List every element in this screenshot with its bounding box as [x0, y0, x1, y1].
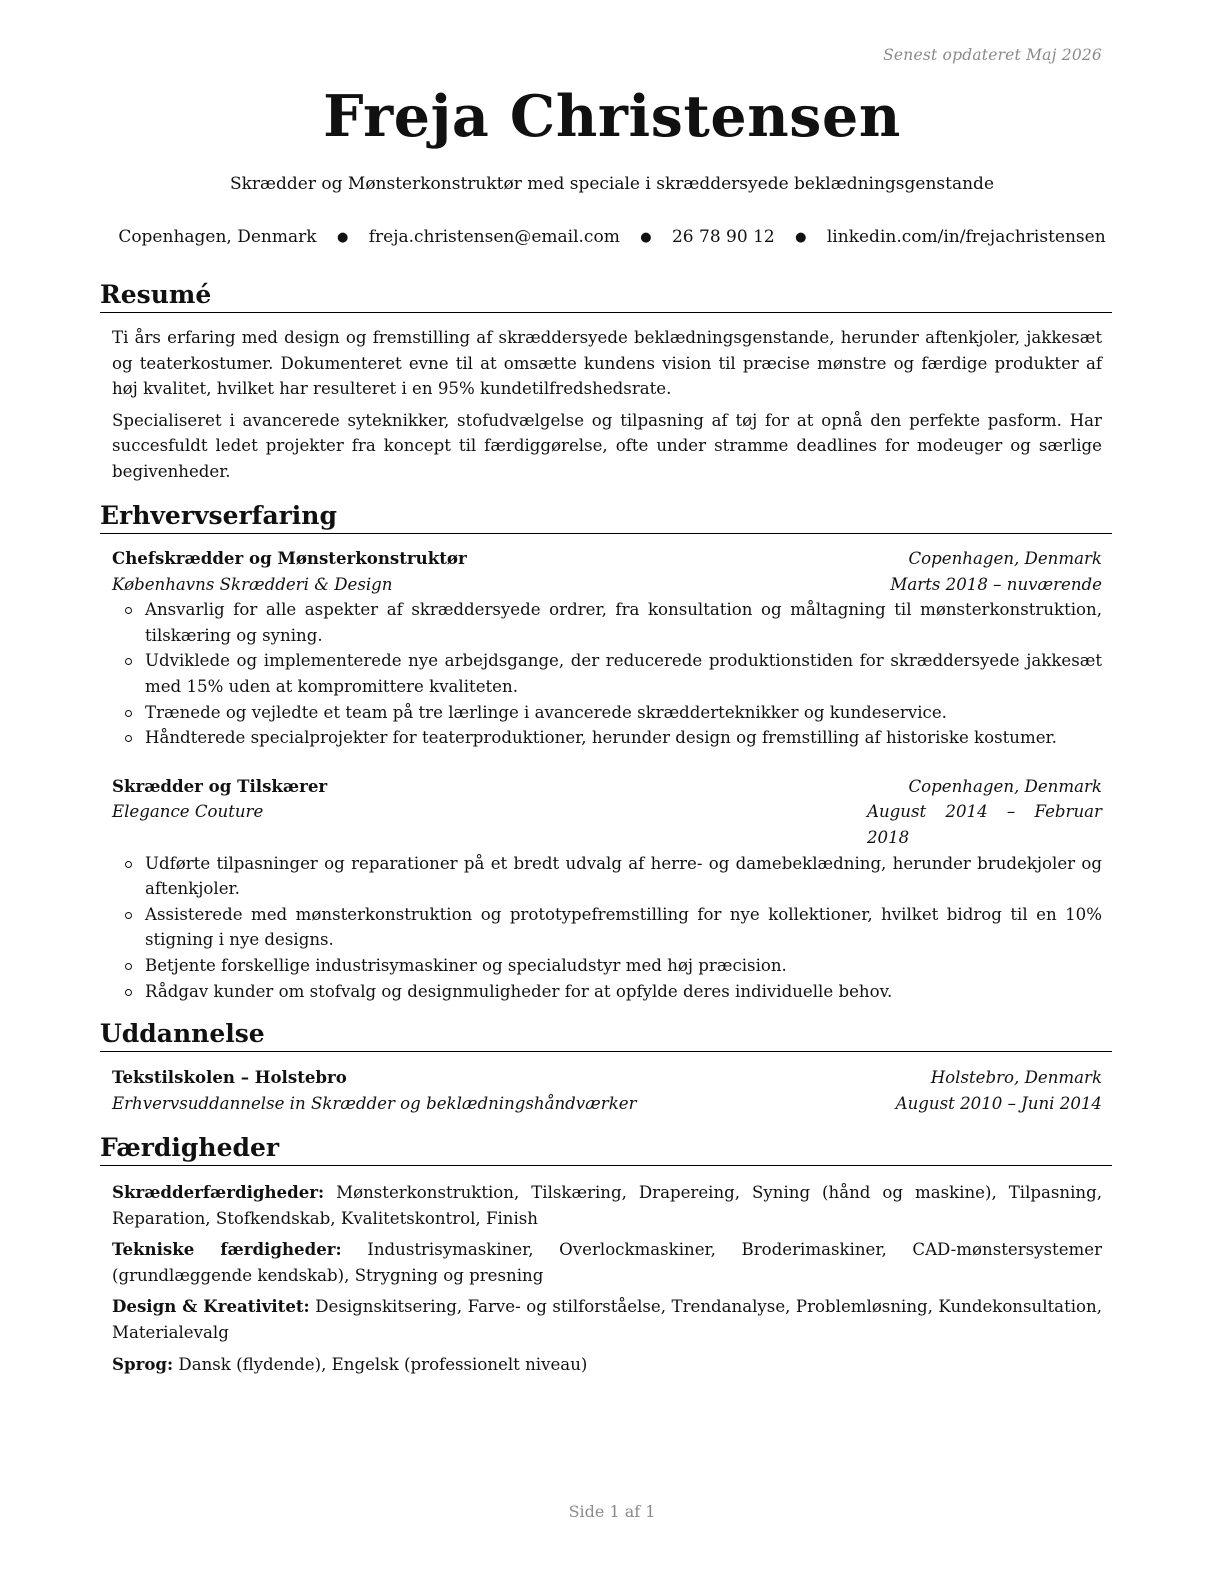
job-company: Københavns Skrædderi & Design	[112, 574, 393, 594]
job-title: Skrædder og Tilskærer	[112, 775, 328, 796]
page-number: Side 1 af 1	[568, 1502, 656, 1521]
skill-text: Industrisymaskiner, Overlockmaskiner, Broderimaskiner, CAD-mønstersystemer (grundlæggende kendskab), Strygning og presning	[112, 1240, 1103, 1285]
skill-text: Mønsterkonstruktion, Tilskæring, Drapereing, Syning (hånd og maskine), Tilpasning, Reparation, Stofkendskab, Kvalitetskontrol, Finish	[112, 1183, 1103, 1228]
contact-location: Copenhagen, Denmark	[118, 227, 317, 247]
job-dates: Marts 2018 – nuværende	[890, 574, 1102, 594]
experience-section	[100, 499, 1112, 1004]
skill-group	[112, 1352, 1102, 1378]
job-title: Chefskrædder og Mønsterkonstruktør	[112, 548, 467, 568]
skill-label: Skrædderfærdigheder:	[112, 1182, 325, 1202]
section-heading: Erhvervserfaring	[100, 499, 1112, 534]
contact-linkedin[interactable]: linkedin.com/in/frejachristensen	[826, 227, 1106, 247]
skill-label: Tekniske færdigheder:	[112, 1239, 342, 1260]
list-item: Ansvarlig for alle aspekter af skræddersyede ordrer, fra konsultation og måltagning til mønsterkonstruktion, tilskæring og syning.	[112, 597, 1102, 648]
degree: Erhvervsuddannelse in Skrædder og beklædningshåndværker	[112, 1093, 637, 1113]
summary-section	[100, 278, 1112, 491]
list-item: Udførte tilpasninger og reparationer på et bredt udvalg af herre- og damebeklædning, herunder brudekjoler og aftenkjoler.	[112, 851, 1102, 902]
bullet-separator: ●	[795, 230, 807, 245]
job-location: Copenhagen, Denmark	[908, 776, 1102, 796]
job-bullets	[112, 597, 1102, 751]
tagline: Skrædder og Mønsterkonstruktør med speciale i skræddersyede beklædningsgenstande	[229, 174, 995, 194]
contact-email[interactable]: freja.christensen@email.com	[368, 227, 620, 247]
bullet-separator: ●	[336, 230, 349, 245]
job-dates: August 2014 – Februar 2018	[867, 802, 1102, 847]
last-updated: Senest opdateret Maj 2026	[883, 46, 1102, 64]
skill-group	[112, 1237, 1102, 1288]
bullet-separator: ●	[640, 230, 652, 245]
section-heading: Færdigheder	[100, 1131, 1112, 1166]
job-entry	[112, 774, 1102, 1004]
candidate-name: Freja Christensen	[323, 83, 901, 150]
skill-text: Designskitsering, Farve- og stilforståelse, Trendanalyse, Problemløsning, Kundekonsultation, Materialevalg	[112, 1297, 1102, 1342]
list-item: Udviklede og implementerede nye arbejdsgange, der reducerede produktionstiden for skræddersyede jakkesæt med 15% uden at kompromittere kvaliteten.	[112, 648, 1102, 699]
education-section	[100, 1017, 1112, 1116]
list-item: Trænede og vejledte et team på tre lærlinge i avancerede skrædderteknikker og kundeservice.	[112, 700, 1102, 726]
skills-section	[100, 1131, 1112, 1383]
contact-phone: 26 78 90 12	[671, 227, 775, 247]
list-item: Rådgav kunder om stofvalg og designmuligheder for at opfylde deres individuelle behov.	[112, 979, 1102, 1005]
summary-paragraph: Specialiseret i avancerede syteknikker, stofudvælgelse og tilpasning af tøj for at opnå den perfekte pasform. Har succesfuldt ledet projekter fra koncept til færdiggørelse, ofte under stramme deadlines for modeuger og særlige begivenheder.	[112, 410, 1102, 481]
school-location: Holstebro, Denmark	[930, 1068, 1102, 1087]
skill-label: Design & Kreativitet:	[112, 1296, 310, 1317]
list-item: Assisterede med mønsterkonstruktion og prototypefremstilling for nye kollektioner, hvilket bidrog til en 10% stigning i nye designs.	[112, 902, 1102, 953]
job-location: Copenhagen, Denmark	[908, 549, 1102, 568]
job-entry	[112, 546, 1102, 751]
section-heading: Uddannelse	[100, 1017, 1112, 1052]
school-name: Tekstilskolen – Holstebro	[112, 1067, 347, 1087]
contact-line	[0, 227, 1224, 247]
skill-group	[112, 1294, 1102, 1345]
skill-text: Dansk (flydende), Engelsk (professionelt niveau)	[178, 1354, 588, 1374]
section-heading: Resumé	[100, 278, 1112, 313]
education-dates: August 2010 – Juni 2014	[895, 1093, 1102, 1113]
skill-group	[112, 1180, 1102, 1231]
job-bullets	[112, 851, 1102, 1005]
skill-label: Sprog:	[112, 1353, 174, 1374]
list-item: Betjente forskellige industrisymaskiner og specialudstyr med høj præcision.	[112, 953, 1102, 979]
list-item: Håndterede specialprojekter for teaterproduktioner, herunder design og fremstilling af historiske kostumer.	[112, 725, 1102, 751]
job-company: Elegance Couture	[112, 802, 264, 822]
summary-paragraph: Ti års erfaring med design og fremstilling af skræddersyede beklædningsgenstande, herunder aftenkjoler, jakkesæt og teaterkostumer. Dokumenteret evne til at omsætte kundens vision til præcise mønstre og færdige produkter af høj kvalitet, hvilket har resulteret i en 95% kundetilfredshedsrate.	[112, 328, 1102, 399]
